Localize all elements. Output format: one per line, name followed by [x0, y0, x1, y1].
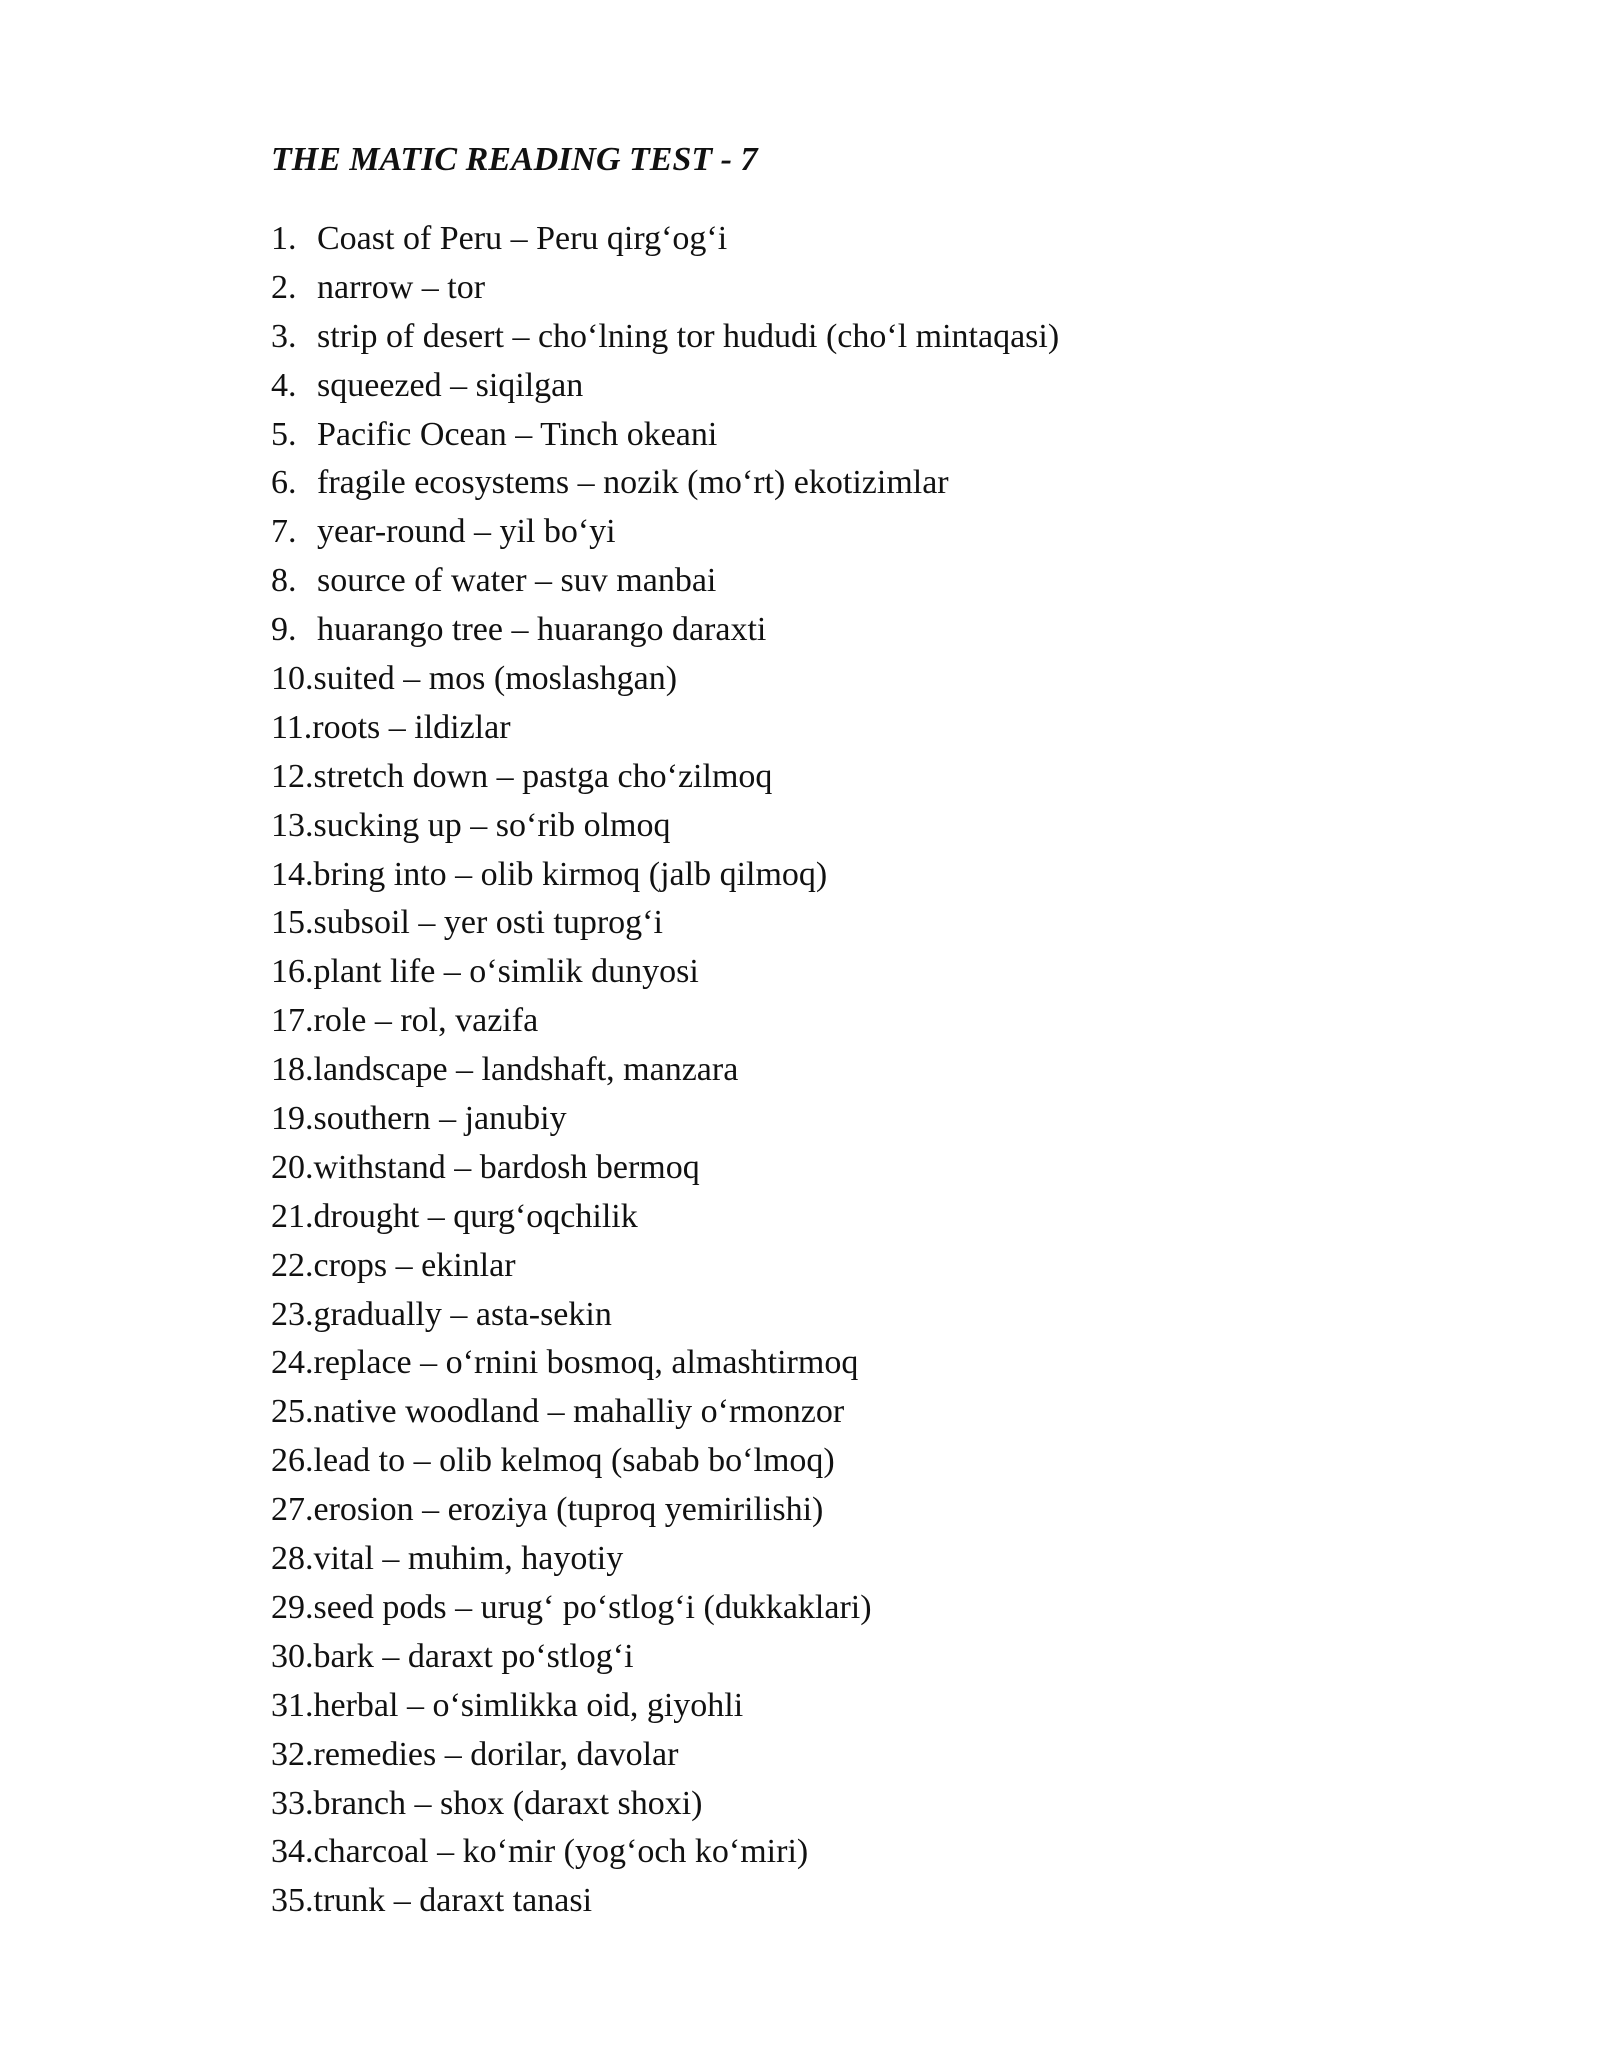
- list-item-text: source of water – suv manbai: [317, 562, 717, 600]
- list-item-text: drought – qurg‘oqchilik: [313, 1197, 638, 1235]
- list-item: [271, 1633, 1059, 1682]
- list-item-text: role – rol, vazifa: [313, 1002, 539, 1040]
- list-item-number: 34.: [271, 1833, 314, 1871]
- list-item-number: 14.: [271, 855, 314, 893]
- list-item-number: 6.: [271, 464, 297, 502]
- list-item: [271, 802, 1059, 851]
- page-title: THE MATIC READING TEST - 7: [271, 141, 758, 178]
- list-item-number: 27.: [271, 1491, 314, 1529]
- list-item-number: 13.: [271, 806, 314, 844]
- list-item-number: 2.: [271, 268, 297, 306]
- list-item-number: 30.: [271, 1637, 314, 1675]
- list-item-text: stretch down – pastga cho‘zilmoq: [313, 757, 773, 795]
- list-item: [271, 508, 1059, 557]
- list-item-number: 12.: [271, 757, 314, 795]
- list-item-text: erosion – eroziya (tuproq yemirilishi): [313, 1491, 824, 1529]
- list-item: [271, 1682, 1059, 1731]
- list-item: [271, 1828, 1059, 1877]
- list-item-text: branch – shox (daraxt shoxi): [313, 1784, 703, 1822]
- list-item: [271, 264, 1059, 313]
- list-item-text: crops – ekinlar: [313, 1246, 516, 1284]
- list-item: [271, 1877, 1059, 1926]
- list-item: [271, 1339, 1059, 1388]
- list-item: [271, 1437, 1059, 1486]
- list-item-number: 15.: [271, 904, 314, 942]
- list-item-number: 25.: [271, 1393, 314, 1431]
- list-item-text: native woodland – mahalliy o‘rmonzor: [313, 1393, 845, 1431]
- list-item-text: squeezed – siqilgan: [317, 366, 584, 404]
- list-item: [271, 606, 1059, 655]
- list-item-text: huarango tree – huarango daraxti: [317, 611, 767, 649]
- list-item: [271, 1291, 1059, 1340]
- list-item-text: subsoil – yer osti tuprog‘i: [313, 904, 663, 942]
- list-item: [271, 948, 1059, 997]
- list-item-number: 5.: [271, 415, 297, 453]
- list-item-text: herbal – o‘simlikka oid, giyohli: [313, 1686, 744, 1724]
- list-item-number: 3.: [271, 317, 297, 355]
- list-item-number: 26.: [271, 1442, 314, 1480]
- list-item: [271, 459, 1059, 508]
- list-item: [271, 215, 1059, 264]
- list-item: [271, 1046, 1059, 1095]
- list-item-text: plant life – o‘simlik dunyosi: [313, 953, 699, 991]
- list-item-text: withstand – bardosh bermoq: [313, 1148, 700, 1186]
- list-item-text: Pacific Ocean – Tinch okeani: [317, 415, 718, 453]
- list-item-text: charcoal – ko‘mir (yog‘och ko‘miri): [313, 1833, 809, 1871]
- list-item: [271, 1731, 1059, 1780]
- list-item-number: 22.: [271, 1246, 314, 1284]
- list-item: [271, 362, 1059, 411]
- list-item-number: 29.: [271, 1588, 314, 1626]
- list-item-number: 17.: [271, 1002, 314, 1040]
- list-item-text: replace – o‘rnini bosmoq, almashtirmoq: [313, 1344, 859, 1382]
- list-item-number: 24.: [271, 1344, 314, 1382]
- list-item-number: 10.: [271, 660, 314, 698]
- list-item: [271, 704, 1059, 753]
- list-item: [271, 997, 1059, 1046]
- list-item-number: 19.: [271, 1100, 314, 1138]
- list-item-number: 23.: [271, 1295, 314, 1333]
- list-item-number: 35.: [271, 1882, 314, 1920]
- list-item: [271, 655, 1059, 704]
- list-item: [271, 557, 1059, 606]
- list-item-text: landscape – landshaft, manzara: [313, 1051, 739, 1089]
- list-item-number: 28.: [271, 1540, 314, 1578]
- vocabulary-list: [271, 215, 1059, 1926]
- list-item-text: strip of desert – cho‘lning tor hududi (cho‘l mintaqasi): [317, 317, 1060, 355]
- list-item-text: sucking up – so‘rib olmoq: [313, 806, 671, 844]
- list-item-number: 1.: [271, 220, 297, 257]
- list-item: [271, 1780, 1059, 1829]
- list-item-text: remedies – dorilar, davolar: [313, 1735, 679, 1773]
- list-item-text: vital – muhim, hayotiy: [313, 1540, 624, 1578]
- list-item-number: 21.: [271, 1197, 314, 1235]
- list-item-text: bring into – olib kirmoq (jalb qilmoq): [313, 855, 828, 893]
- list-item-number: 8.: [271, 562, 297, 600]
- list-item-text: suited – mos (moslashgan): [313, 660, 678, 698]
- list-item-number: 33.: [271, 1784, 314, 1822]
- list-item-number: 32.: [271, 1735, 314, 1773]
- list-item-text: year-round – yil bo‘yi: [317, 513, 616, 551]
- list-item-number: 7.: [271, 513, 297, 551]
- list-item-text: seed pods – urug‘ po‘stlog‘i (dukkaklari): [313, 1588, 872, 1626]
- list-item: [271, 411, 1059, 460]
- list-item-text: bark – daraxt po‘stlog‘i: [313, 1637, 634, 1675]
- list-item-number: 4.: [271, 366, 297, 404]
- list-item: [271, 1486, 1059, 1535]
- list-item: [271, 1535, 1059, 1584]
- list-item: [271, 1242, 1059, 1291]
- list-item: [271, 1388, 1059, 1437]
- list-item-number: 9.: [271, 611, 297, 649]
- list-item-text: lead to – olib kelmoq (sabab bo‘lmoq): [313, 1442, 835, 1480]
- list-item-text: Coast of Peru – Peru qirg‘og‘i: [317, 220, 728, 257]
- list-item-text: trunk – daraxt tanasi: [313, 1882, 593, 1920]
- list-item: [271, 851, 1059, 900]
- list-item: [271, 1144, 1059, 1193]
- list-item: [271, 899, 1059, 948]
- list-item-text: roots – ildizlar: [312, 708, 511, 746]
- list-item: [271, 1095, 1059, 1144]
- list-item: [271, 313, 1059, 362]
- list-item-text: southern – janubiy: [313, 1100, 567, 1138]
- list-item: [271, 1584, 1059, 1633]
- list-item-number: 11.: [271, 708, 313, 746]
- list-item-number: 16.: [271, 953, 314, 991]
- list-item-number: 18.: [271, 1051, 314, 1089]
- list-item-text: narrow – tor: [317, 268, 486, 306]
- list-item: [271, 1193, 1059, 1242]
- list-item-text: fragile ecosystems – nozik (mo‘rt) ekotizimlar: [317, 464, 949, 502]
- list-item: [271, 753, 1059, 802]
- list-item-text: gradually – asta-sekin: [313, 1295, 612, 1333]
- list-item-number: 31.: [271, 1686, 314, 1724]
- list-item-number: 20.: [271, 1148, 314, 1186]
